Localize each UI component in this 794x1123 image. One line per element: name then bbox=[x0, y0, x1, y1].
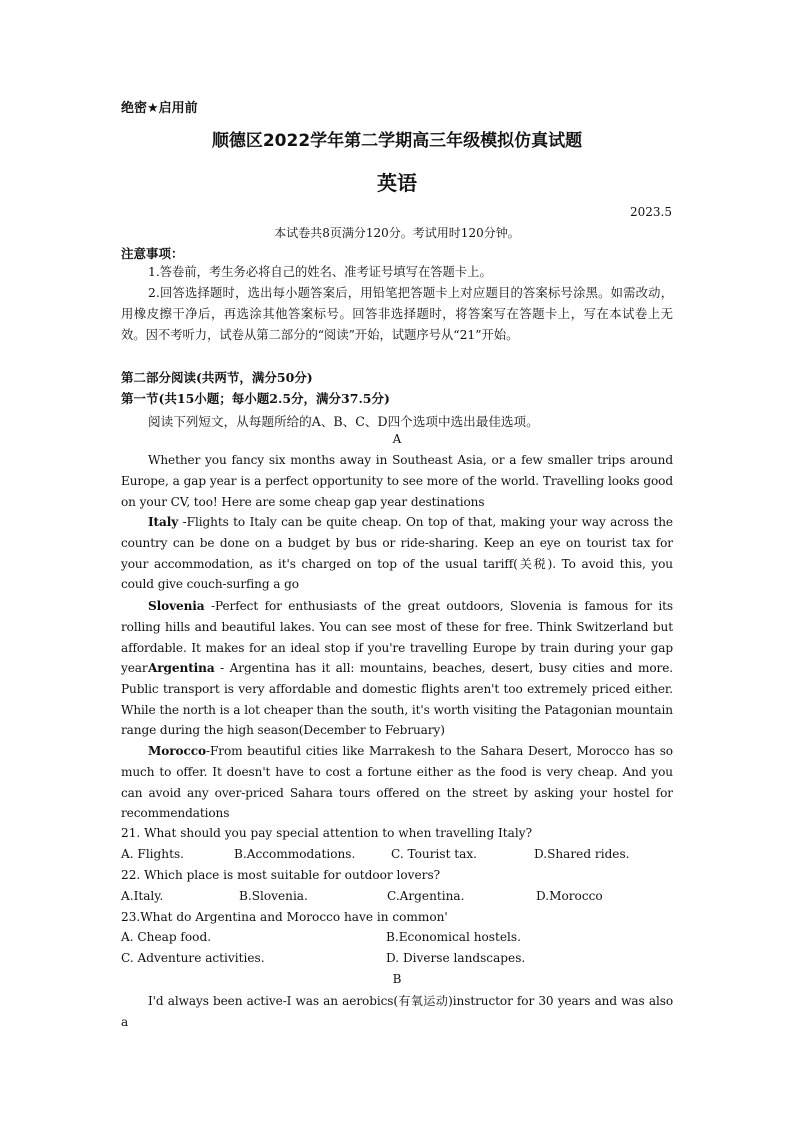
exam-date: 2023.5 bbox=[630, 205, 672, 219]
option-a[interactable]: A.Italy. bbox=[121, 889, 164, 903]
destination-text: -From beautiful cities like Marrakesh to the Sahara Desert, Morocco has so much to offer. It doesn't have to cost a fortune either as the food is very cheap. And you can avoid any over-priced Sahara tours offered on the street by asking your hostel for recommendations bbox=[121, 744, 673, 821]
option-c[interactable]: C. Adventure activities. bbox=[121, 951, 265, 965]
question-23-options-row2 bbox=[121, 951, 681, 969]
question-21: 21. What should you pay special attention to when travelling Italy? bbox=[121, 826, 533, 840]
destination-name: Argentina bbox=[148, 661, 215, 675]
option-b[interactable]: B.Economical hostels. bbox=[386, 930, 521, 944]
option-a[interactable]: A. Flights. bbox=[121, 847, 184, 861]
subsection-heading: 第一节(共15小题；每小题2.5分，满分37.5分) bbox=[121, 391, 390, 406]
passage-b-letter: B bbox=[392, 972, 402, 986]
destination-name: Morocco bbox=[148, 744, 206, 758]
question-21-options bbox=[121, 847, 681, 865]
option-a[interactable]: A. Cheap food. bbox=[121, 930, 212, 944]
confidential-mark: 绝密★启用前 bbox=[121, 101, 198, 116]
question-22: 22. Which place is most suitable for outdoor lovers? bbox=[121, 868, 441, 882]
option-b[interactable]: B.Slovenia. bbox=[239, 889, 308, 903]
option-b[interactable]: B.Accommodations. bbox=[234, 847, 356, 861]
destination-name: Slovenia bbox=[148, 599, 205, 613]
exam-title: 顺德区2022学年第二学期高三年级模拟仿真试题 bbox=[211, 131, 583, 151]
question-23-options-row1 bbox=[121, 930, 681, 948]
question-23: 23.What do Argentina and Morocco have in common' bbox=[121, 910, 448, 924]
destination-text: - Argentina has it all: mountains, beaches, desert, busy cities and more. Public transport is very affordable and domestic flights aren't too extremely priced either. While the north is a lot cheaper than the south, it's worth visiting the Patagonian mountain range during the high season(December to February) bbox=[121, 661, 673, 738]
notice-heading: 注意事项： bbox=[121, 246, 184, 261]
destination-argentina bbox=[121, 658, 673, 741]
destination-text: -Perfect for enthusiasts of the great outdoors, Slovenia is famous for its rolling hills and beautiful lakes. You can see most of these for free. Think Switzerland but affordable. It makes for an ideal stop if you're travelling Europe by train during your gap year bbox=[121, 599, 673, 676]
question-22-options bbox=[121, 889, 681, 907]
option-d[interactable]: D. Diverse landscapes. bbox=[386, 951, 526, 965]
reading-instruction: 阅读下列短文，从每题所给的A、B、C、D四个选项中选出最佳选项。 bbox=[148, 414, 539, 429]
passage-b-first-line: I'd always been active-I was an aerobics(有氧运动)instructor for 30 years and was also a bbox=[121, 994, 673, 1029]
destination-italy bbox=[121, 512, 673, 595]
passage-a-letter: A bbox=[392, 432, 402, 446]
destination-text: -Flights to Italy can be quite cheap. On top of that, making your way across the country can be done on a budget by bus or ride-sharing. Keep an eye on tourist tax for your accommodation, as it's charged on top of the usual tariff(关税). To avoid this, you could give couch-surfing a go bbox=[121, 515, 673, 592]
section-part-heading: 第二部分阅读(共两节，满分50分) bbox=[121, 370, 313, 385]
exam-intro: 本试卷共8页满分120分。考试用时120分钟。 bbox=[274, 226, 520, 240]
option-c[interactable]: C.Argentina. bbox=[387, 889, 465, 903]
destination-morocco bbox=[121, 741, 673, 824]
option-d[interactable]: D.Shared rides. bbox=[534, 847, 630, 861]
notice-item-2: 2.回答选择题时，选出每小题答案后，用铅笔把答题卡上对应题目的答案标号涂黑。如需改动，用橡皮擦干净后，再选涂其他答案标号。回答非选择题时，将答案写在答题卡上，写在本试卷上无效。因不考听力，试卷从第二部分的“阅读”开始，试题序号从“21”开始。 bbox=[121, 286, 673, 342]
notice-item-1: 1.答卷前，考生务必将自己的姓名、准考证号填写在答题卡上。 bbox=[148, 265, 492, 279]
destination-name: Italy bbox=[148, 515, 179, 529]
option-c[interactable]: C. Tourist tax. bbox=[391, 847, 478, 861]
subject-title: 英语 bbox=[377, 171, 417, 195]
passage-a-intro: Whether you fancy six months away in Southeast Asia, or a few smaller trips around Europe, a gap year is a perfect opportunity to see more of the world. Travelling looks good on your CV, too! Here are some cheap gap year destinations bbox=[121, 453, 673, 509]
option-d[interactable]: D.Morocco bbox=[536, 889, 603, 903]
